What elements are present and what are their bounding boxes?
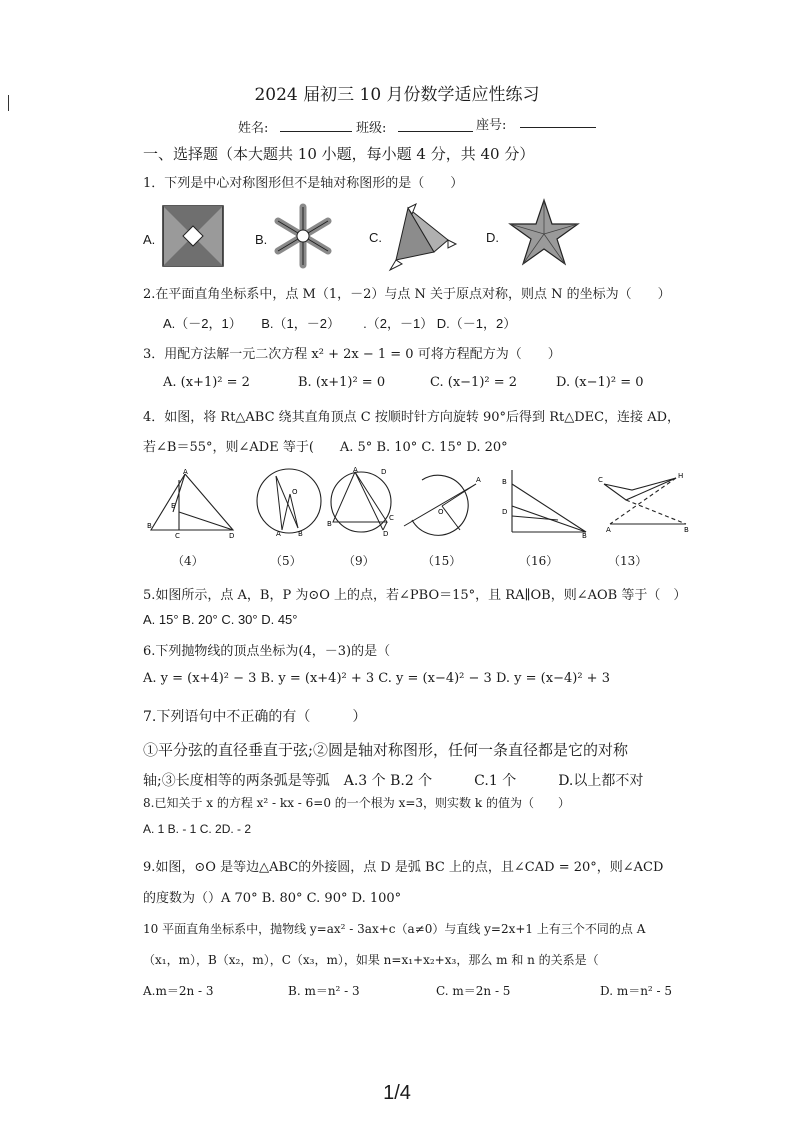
page-number: 1/4 [383, 1082, 411, 1104]
figure-9 [325, 464, 405, 540]
svg-text:D: D [229, 532, 235, 538]
question-10-option-a: A.m＝2n - 3 [143, 984, 214, 998]
q1-figure-b [270, 203, 336, 273]
figure-4 [145, 468, 237, 542]
question-8-stem: 8.已知关于 x 的方程 x² - kx - 6=0 的一个根为 x=3，则实数 k 的值为（ ） [143, 796, 570, 810]
question-9-line1: 9.如图，⊙O 是等边△ABC的外接圆，点 D 是弧 BC 上的点，且∠CAD = 20°，则∠ACD [143, 860, 664, 875]
svg-text:C: C [598, 476, 603, 484]
question-5-stem: 5.如图所示，点 A，B，P 为⊙O 上的点，若∠PBO＝15°，且 RA∥OB，则∠AOB 等于（ ） [143, 588, 687, 603]
svg-text:B: B [502, 478, 507, 486]
question-6-options: A. y = (x+4)² − 3 B. y = (x+4)² + 3 C. y = (x−4)² − 3 D. y = (x−4)² + 3 [143, 671, 610, 686]
seat-field[interactable] [520, 127, 596, 128]
q3-option-b: B. (x+1)² = 0 [298, 375, 386, 390]
q1-figure-d [508, 198, 580, 272]
svg-text:D: D [381, 468, 387, 476]
svg-text:D: D [383, 530, 389, 536]
figure-13-caption: （13） [608, 554, 648, 568]
question-2-stem: 2.在平面直角坐标系中，点 M（1，－2）与点 N 关于原点对称，则点 N 的坐标为（ ） [143, 287, 671, 302]
svg-text:O: O [438, 508, 444, 516]
question-4-line1: 4．如图，将 Rt△ABC 绕其直角顶点 C 按顺时针方向旋转 90°后得到 Rt△DEC，连接 AD， [143, 410, 681, 425]
question-10-option-b: B. m＝n² - 3 [288, 984, 360, 998]
svg-text:C: C [389, 514, 394, 522]
question-5-options: A. 15° B. 20° C. 30° D. 45° [143, 612, 298, 627]
svg-text:E: E [171, 502, 176, 510]
figure-13 [596, 470, 692, 538]
svg-text:A: A [606, 526, 611, 534]
class-field[interactable] [398, 131, 473, 132]
q1-option-a-label: A. [143, 232, 156, 247]
question-6-stem: 6.下列抛物线的顶点坐标为(4，－3)的是（ [143, 644, 391, 659]
question-9-line2: 的度数为（）A 70° B. 80° C. 90° D. 100° [143, 891, 402, 906]
figure-5 [254, 466, 324, 540]
q3-option-d: D. (x−1)² = 0 [556, 375, 644, 390]
svg-text:D: D [502, 508, 508, 516]
svg-text:A: A [183, 468, 188, 476]
question-10-option-c: C. m＝2n - 5 [436, 984, 511, 998]
seat-label: 座号: [476, 118, 507, 133]
margin-mark [8, 95, 9, 111]
name-label: 姓名: [238, 121, 269, 136]
svg-text:B: B [298, 530, 303, 536]
svg-text:A: A [476, 476, 481, 484]
figure-16 [498, 466, 590, 542]
question-7-line2: 轴;③长度相等的两条弧是等弧 A.3 个 B.2 个 C.1 个 D.以上都不对 [143, 773, 644, 789]
svg-text:C: C [175, 532, 180, 538]
figure-9-caption: （9） [343, 554, 375, 568]
question-10-line2: （x₁，m），B（x₂，m），C（x₃，m），如果 n=x₁+x₂+x₃，那么 m 和 n 的关系是（ [143, 953, 599, 967]
q1-option-d-label: D. [486, 230, 499, 245]
svg-text:A: A [276, 530, 281, 536]
figure-15-caption: （15） [422, 554, 462, 568]
figure-4-caption: （4） [172, 554, 204, 568]
q1-figure-a [162, 205, 224, 271]
svg-text:A: A [353, 466, 358, 474]
question-8-options: A. 1 B. - 1 C. 2D. - 2 [143, 822, 252, 836]
figure-5-caption: （5） [270, 554, 302, 568]
question-2-options: A.（－2，1） B.（1，－2） .（2，－1） D.（－1，2） [163, 316, 517, 331]
svg-text:B: B [684, 526, 689, 534]
section-heading: 一、选择题（本大题共 10 小题，每小题 4 分，共 40 分） [143, 145, 535, 163]
svg-text:B: B [582, 532, 587, 538]
q1-option-c-label: C. [369, 230, 382, 245]
class-label: 班级: [356, 121, 387, 136]
question-4-line2: 若∠B＝55°，则∠ADE 等于( A. 5° B. 10° C. 15° D. 20° [143, 440, 508, 455]
q3-option-c: C. (x−1)² = 2 [430, 375, 518, 390]
q1-figure-c [388, 200, 460, 276]
question-7-line1: ①平分弦的直径垂直于弦;②圆是轴对称图形，任何一条直径都是它的对称 [143, 741, 629, 759]
question-10-line1: 10 平面直角坐标系中，抛物线 y=ax² - 3ax+c（a≠0）与直线 y=2x+1 上有三个不同的点 A [143, 922, 646, 936]
page-title: 2024 届初三 10 月份数学适应性练习 [254, 85, 540, 105]
question-1-stem: 1．下列是中心对称图形但不是轴对称图形的是（ ） [143, 176, 464, 191]
q3-option-a: A. (x+1)² = 2 [163, 375, 250, 390]
svg-text:B: B [147, 522, 152, 530]
question-7-stem: 7.下列语句中不正确的有（ ） [143, 709, 367, 725]
name-field[interactable] [280, 131, 352, 132]
figure-16-caption: （16） [519, 554, 559, 568]
svg-text:O: O [292, 488, 298, 496]
question-10-option-d: D. m＝n² - 5 [600, 984, 673, 998]
question-3-stem: 3．用配方法解一元二次方程 x² + 2x − 1 = 0 可将方程配方为（ ） [143, 347, 561, 362]
q1-option-b-label: B. [255, 232, 268, 247]
svg-text:H: H [678, 472, 684, 480]
svg-text:B: B [327, 520, 332, 528]
figure-15 [402, 466, 484, 540]
